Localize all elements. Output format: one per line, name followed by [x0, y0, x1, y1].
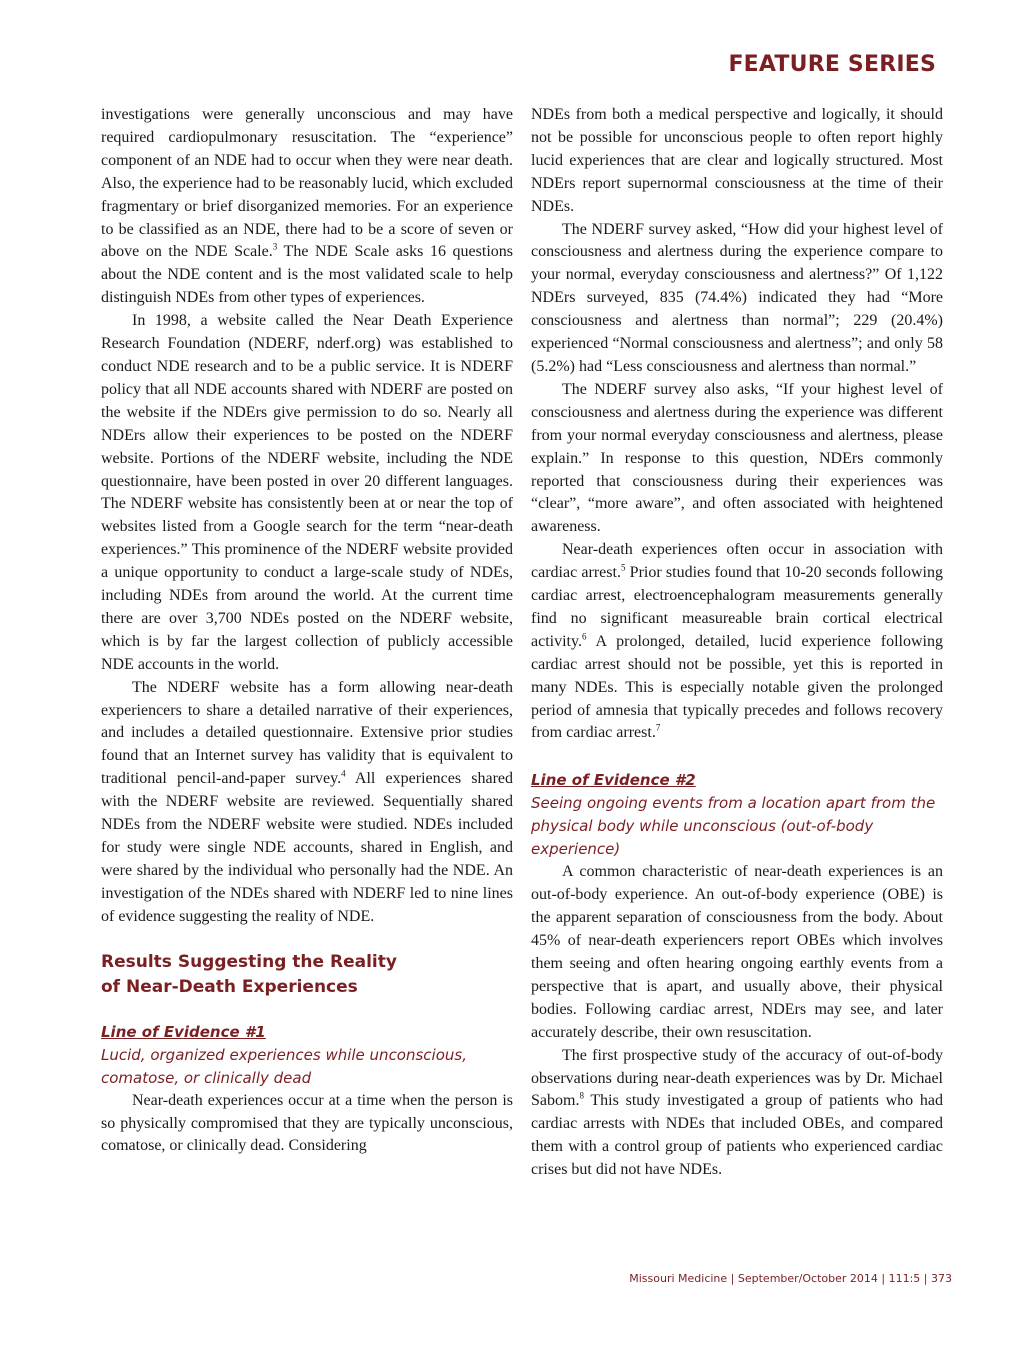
citation-6: 6 [581, 631, 587, 642]
line-of-evidence-1-subtitle: Lucid, organized experiences while unconscious, comatose, or clinically dead [101, 1045, 467, 1087]
right-paragraph-6: The first prospective study of the accuracy of out-of-body observations during near-death experiences was by Dr. Michael Sabom.$^8$ This study investigated a group of patients who had cardiac arrests with NDEs that included OBEs, and compared them with a control group of patients who experienced cardiac crises but did not have NDEs. [531, 1046, 943, 1179]
citation-4: 4 [341, 768, 346, 779]
left-paragraph-4: Near-death experiences occur at a time when the person is so physically compromised that they are typically unconscious, comatose, or clinically dead. Considering [101, 1091, 513, 1155]
left-paragraph-3: The NDERF website has a form allowing near-death experiencers to share a detailed narrative of their experiences, and includes a detailed questionnaire. Extensive prior studies found that an Internet survey has validity that is equivalent to traditional pencil-and-paper survey.$^4$ All experiences shared with the NDERF website are reviewed. Sequentially shared NDEs from the NDERF website were studied. NDEs included for study were single NDE accounts, shared in English, and were shared by the individual who personally had the NDE. An investigation of the NDEs shared with NDERF led to nine lines of evidence suggesting the reality of NDE. [101, 678, 513, 925]
line-of-evidence-2-subtitle: Seeing ongoing events from a location apart from the physical body while unconscious (out-of-body experience) [531, 794, 936, 859]
citation-7: 7 [655, 723, 661, 734]
right-paragraph-2: The NDERF survey asked, “How did your highest level of consciousness and alertness during the experience compare to your normal, everyday consciousness and alertness?” Of 1,122 NDErs surveyed, 835 (74.4%) indicated they had “More consciousness and alertness than normal”; 229 (20.4%) experienced “Normal consciousness and alertness”; and only 58 (5.2%) had “Less consciousness and alertness than normal.” [531, 220, 943, 375]
section-heading-line-1: Results Suggesting the Reality [101, 951, 397, 972]
citation-5: 5 [620, 562, 626, 573]
left-paragraph-1: investigations were generally unconscious and may have required cardiopulmonary resuscitation. The “experience” component of an NDE had to occur when they were near death. Also, the experience had to be reasonably lucid, which excluded fragmentary or brief disorganized memories. For an experience to be classified as an NDE, there had to be a score of seven or above on the NDE Scale.$^3$ The NDE Scale asks 16 questions about the NDE content and is the most validated scale to help distinguish NDEs from other types of experiences. [101, 106, 513, 307]
right-column [531, 104, 943, 1182]
left-paragraph-2: In 1998, a website called the Near Death Experience Research Foundation (NDERF, nderf.org) was established to conduct NDE research and to be a public service. It is NDERF policy that all NDE accounts shared with NDERF are posted on the website if the NDErs give permission to do so. Nearly all NDErs allow their experiences to be posted on the NDERF website. Portions of the NDERF website, including the NDE questionnaire, have been posted in over 20 different languages. The NDERF website has consistently been at or near the top of websites listed from a Google search for the term “near-death experiences.” This prominence of the NDERF website provided a unique opportunity to conduct a large-scale study of NDEs, including NDEs from around the world. At the current time there are over 3,700 NDEs posted on the NDERF website, which is by far the largest collection of publicly accessible NDE accounts in the world. [101, 312, 513, 673]
left-column [101, 104, 513, 1158]
citation-8: 8 [579, 1091, 584, 1102]
right-paragraph-5: A common characteristic of near-death experiences is an out-of-body experience. An out-of-body experience (OBE) is the apparent separation of consciousness from the body. About 45% of near-death experiencers report OBEs which involves them seeing and often hearing ongoing earthly events from a perspective that is apart, and usually above, their physical bodies. Following cardiac arrest, NDErs may see, and later accurately describe, their own resuscitation. [531, 863, 943, 1041]
page-footer: Missouri Medicine | September/October 2014 | 111:5 | 373 [629, 1272, 952, 1285]
line-of-evidence-1-title: Line of Evidence #1 [101, 1022, 266, 1041]
line-of-evidence-2-title: Line of Evidence #2 [531, 771, 696, 790]
feature-series-header: FEATURE SERIES [728, 52, 936, 77]
right-paragraph-4: Near-death experiences often occur in association with cardiac arrest.$^5$ Prior studies found that 10-20 seconds following cardiac arrest, electroencephalogram measurements generally find no significant measureable brain cortical electrical activity.$^6$ A prolonged, detailed, lucid experience following cardiac arrest should not be possible, yet this is reported in many NDEs. This is especially notable given the prolonged period of amnesia that typically precedes and follows recovery from cardiac arrest.$^7$ [531, 541, 943, 742]
citation-3: 3 [272, 242, 278, 253]
section-heading-line-2: of Near-Death Experiences [101, 976, 358, 997]
right-paragraph-1: NDEs from both a medical perspective and logically, it should not be possible for unconscious people to often report highly lucid experiences that are clear and logically structured. Most NDErs report supernormal consciousness at the time of their NDEs. [531, 106, 943, 215]
right-paragraph-3: The NDERF survey also asks, “If your highest level of consciousness and alertness during the experience was different from your normal everyday consciousness and alertness, please explain.” In response to this question, NDErs commonly reported that consciousness during their experiences was “clear”, “more aware”, and often associated with heightened awareness. [531, 380, 943, 536]
